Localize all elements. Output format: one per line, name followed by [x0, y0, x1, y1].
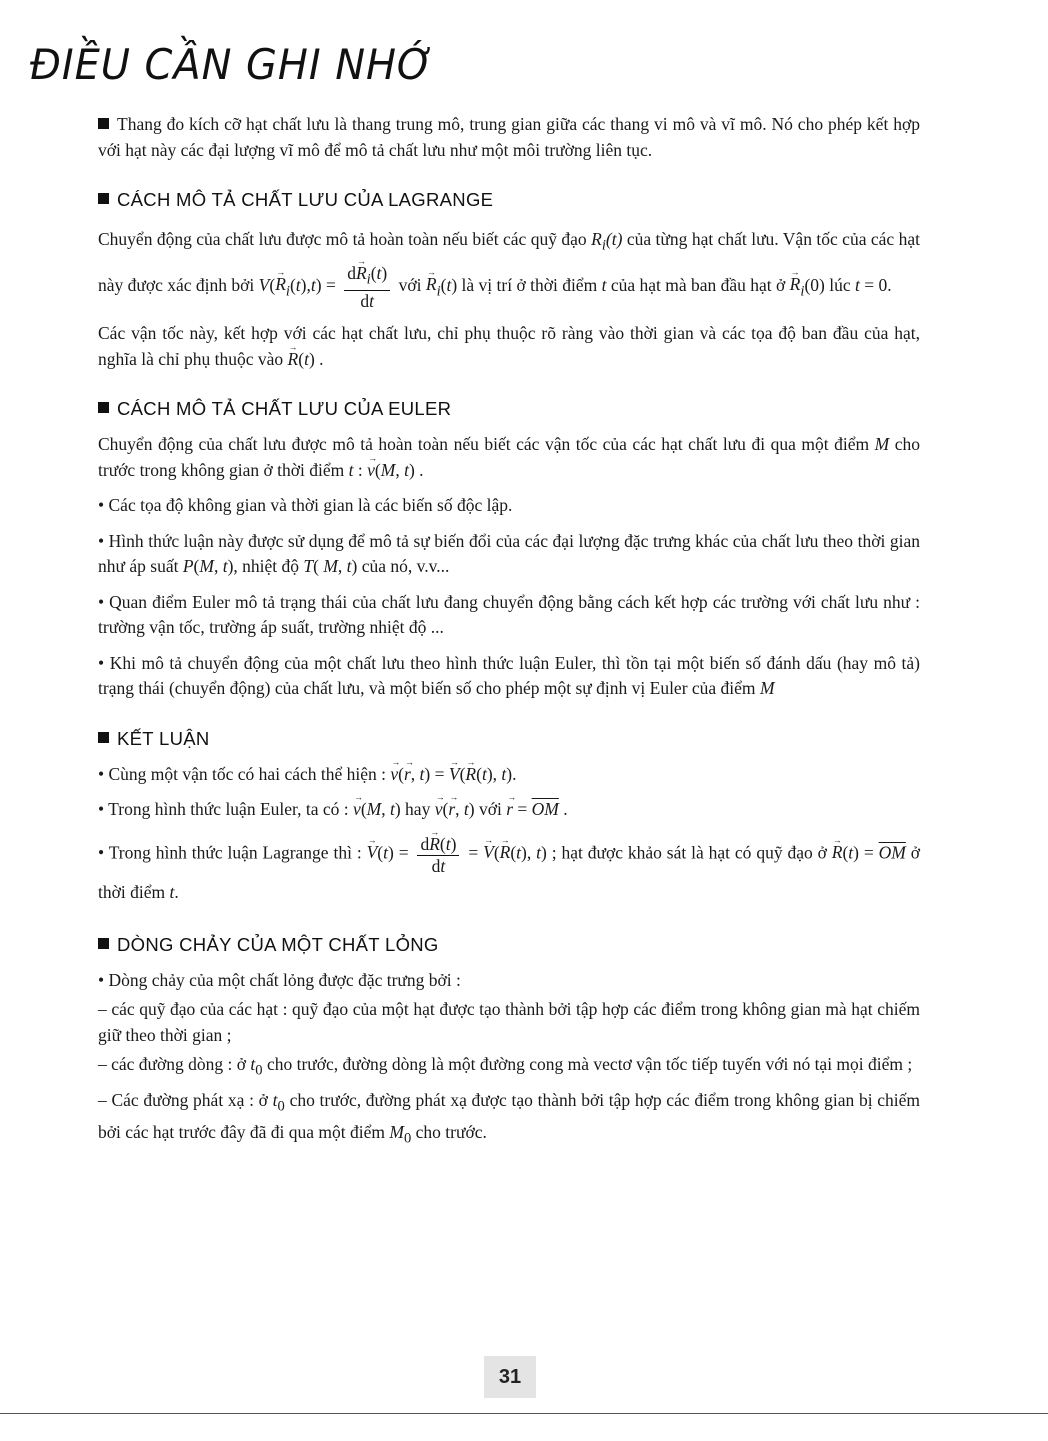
bullet-square-icon	[98, 402, 109, 413]
flow-intro: • Dòng chảy của một chất lỏng được đặc trưng bởi :	[98, 969, 461, 990]
conclusion-bullet-1: • Cùng một vận tốc có hai cách thể hiện : → v(→ r, t) = → V(→ R(t), t).	[98, 762, 920, 788]
euler-bullet-2: • Hình thức luận này được sử dụng để mô tả sự biến đổi của các đại lượng đặc trưng khác của chất lưu theo thời gian như áp suất P(M, t), nhiệt độ T( M, t) của nó, v.v...	[98, 530, 920, 576]
heading-euler: CÁCH MÔ TẢ CHẤT LƯU CỦA EULER	[98, 398, 920, 420]
lagrange-velocity-fraction: $\frac{d\to R(t)}{dt}$	[417, 833, 459, 876]
bullet-square-icon	[98, 732, 109, 743]
page-number: 31	[484, 1356, 536, 1398]
bullet-square-icon	[98, 193, 109, 204]
heading-flow: DÒNG CHẢY CỦA MỘT CHẤT LỎNG	[98, 934, 920, 956]
lagrange-paragraph-1: Chuyển động của chất lưu được mô tả hoàn toàn nếu biết các quỹ đạo $R_i(t)$ của từng hạt chất lưu. Vận tốc của các hạt này được xác định bởi $V(\to R_i(t),t)$ = $\frac{d\to R_i(t)}{dt}$ với → $R_i(t)$ là vị trí ở thời điểm t của hạt mà ban đầu hạt ở → $R_i(0)$ lúc t = 0.	[98, 223, 920, 311]
euler-bullet-3: • Quan điểm Euler mô tả trạng thái của chất lưu đang chuyển động bằng cách kết hợp các trường với chất lưu như : trường vận tốc, trường áp suất, trường nhiệt độ ...	[98, 591, 920, 637]
conclusion-bullet-2: • Trong hình thức luận Euler, ta có : → v(M, t) hay → v(→ r, t) với → $r = \overline{OM}$ .	[98, 797, 920, 823]
lagrange-paragraph-2: Các vận tốc này, kết hợp với các hạt chất lưu, chỉ phụ thuộc rõ ràng vào thời gian và các tọa độ ban đầu của hạt, nghĩa là chỉ phụ thuộc vào → R(t) .	[98, 321, 920, 372]
flow-item-trajectories: – các quỹ đạo của các hạt : quỹ đạo của một hạt được tạo thành bởi tập hợp các điểm trong không gian mà hạt chiếm giữ theo thời gian ;	[98, 999, 920, 1045]
heading-lagrange: CÁCH MÔ TẢ CHẤT LƯU CỦA LAGRANGE	[98, 189, 920, 211]
euler-bullet-1: • Các tọa độ không gian và thời gian là các biến số độc lập.	[98, 495, 513, 515]
flow-item-streamlines: – các đường dòng : ở $t_0$ cho trước, đường dòng là một đường cong mà vectơ vận tốc tiếp tuyến với nó tại mọi điểm ;	[98, 1054, 913, 1079]
page-title: ĐIỀU CẦN GHI NHỚ	[30, 40, 435, 89]
bullet-square-icon	[98, 118, 109, 129]
bottom-divider	[0, 1413, 1048, 1414]
velocity-fraction: $\frac{d\to R_i(t)}{dt}$	[344, 262, 390, 312]
heading-conclusion: KẾT LUẬN	[98, 728, 920, 750]
flow-item-streaklines: – Các đường phát xạ : ở $t_0$ cho trước, đường phát xạ được tạo thành bởi tập hợp các điểm trong không gian bị chiếm bởi các hạt trước đây đã đi qua một điểm $M_0$ cho trước.	[98, 1090, 921, 1147]
page-content	[98, 112, 920, 1152]
euler-bullet-4: • Khi mô tả chuyển động của một chất lưu theo hình thức luận Euler, thì tồn tại một biến số đánh dấu (hay mô tả) trạng thái (chuyển động) của chất lưu, và một biến số cho phép một sự định vị Euler của điểm M	[98, 652, 920, 698]
bullet-square-icon	[98, 938, 109, 949]
intro-paragraph: Thang đo kích cỡ hạt chất lưu là thang trung mô, trung gian giữa các thang vi mô và vĩ mô. Nó cho phép kết hợp với hạt này các đại lượng vĩ mô để mô tả chất lưu như một môi trường liên tục.	[98, 114, 920, 160]
conclusion-bullet-3: • Trong hình thức luận Lagrange thì : → V(t) = $\frac{d\to R(t)}{dt}$ = → V(→ R(t), t) ; hạt được khảo sát là hạt có quỹ đạo ở → $R(t) = \overline{OM}$ ở thời điểm t.	[98, 833, 920, 908]
euler-paragraph-1: Chuyển động của chất lưu được mô tả hoàn toàn nếu biết các vận tốc của các hạt chất lưu đi qua một điểm M cho trước trong không gian ở thời điểm t : → v(M, t) .	[98, 432, 920, 483]
